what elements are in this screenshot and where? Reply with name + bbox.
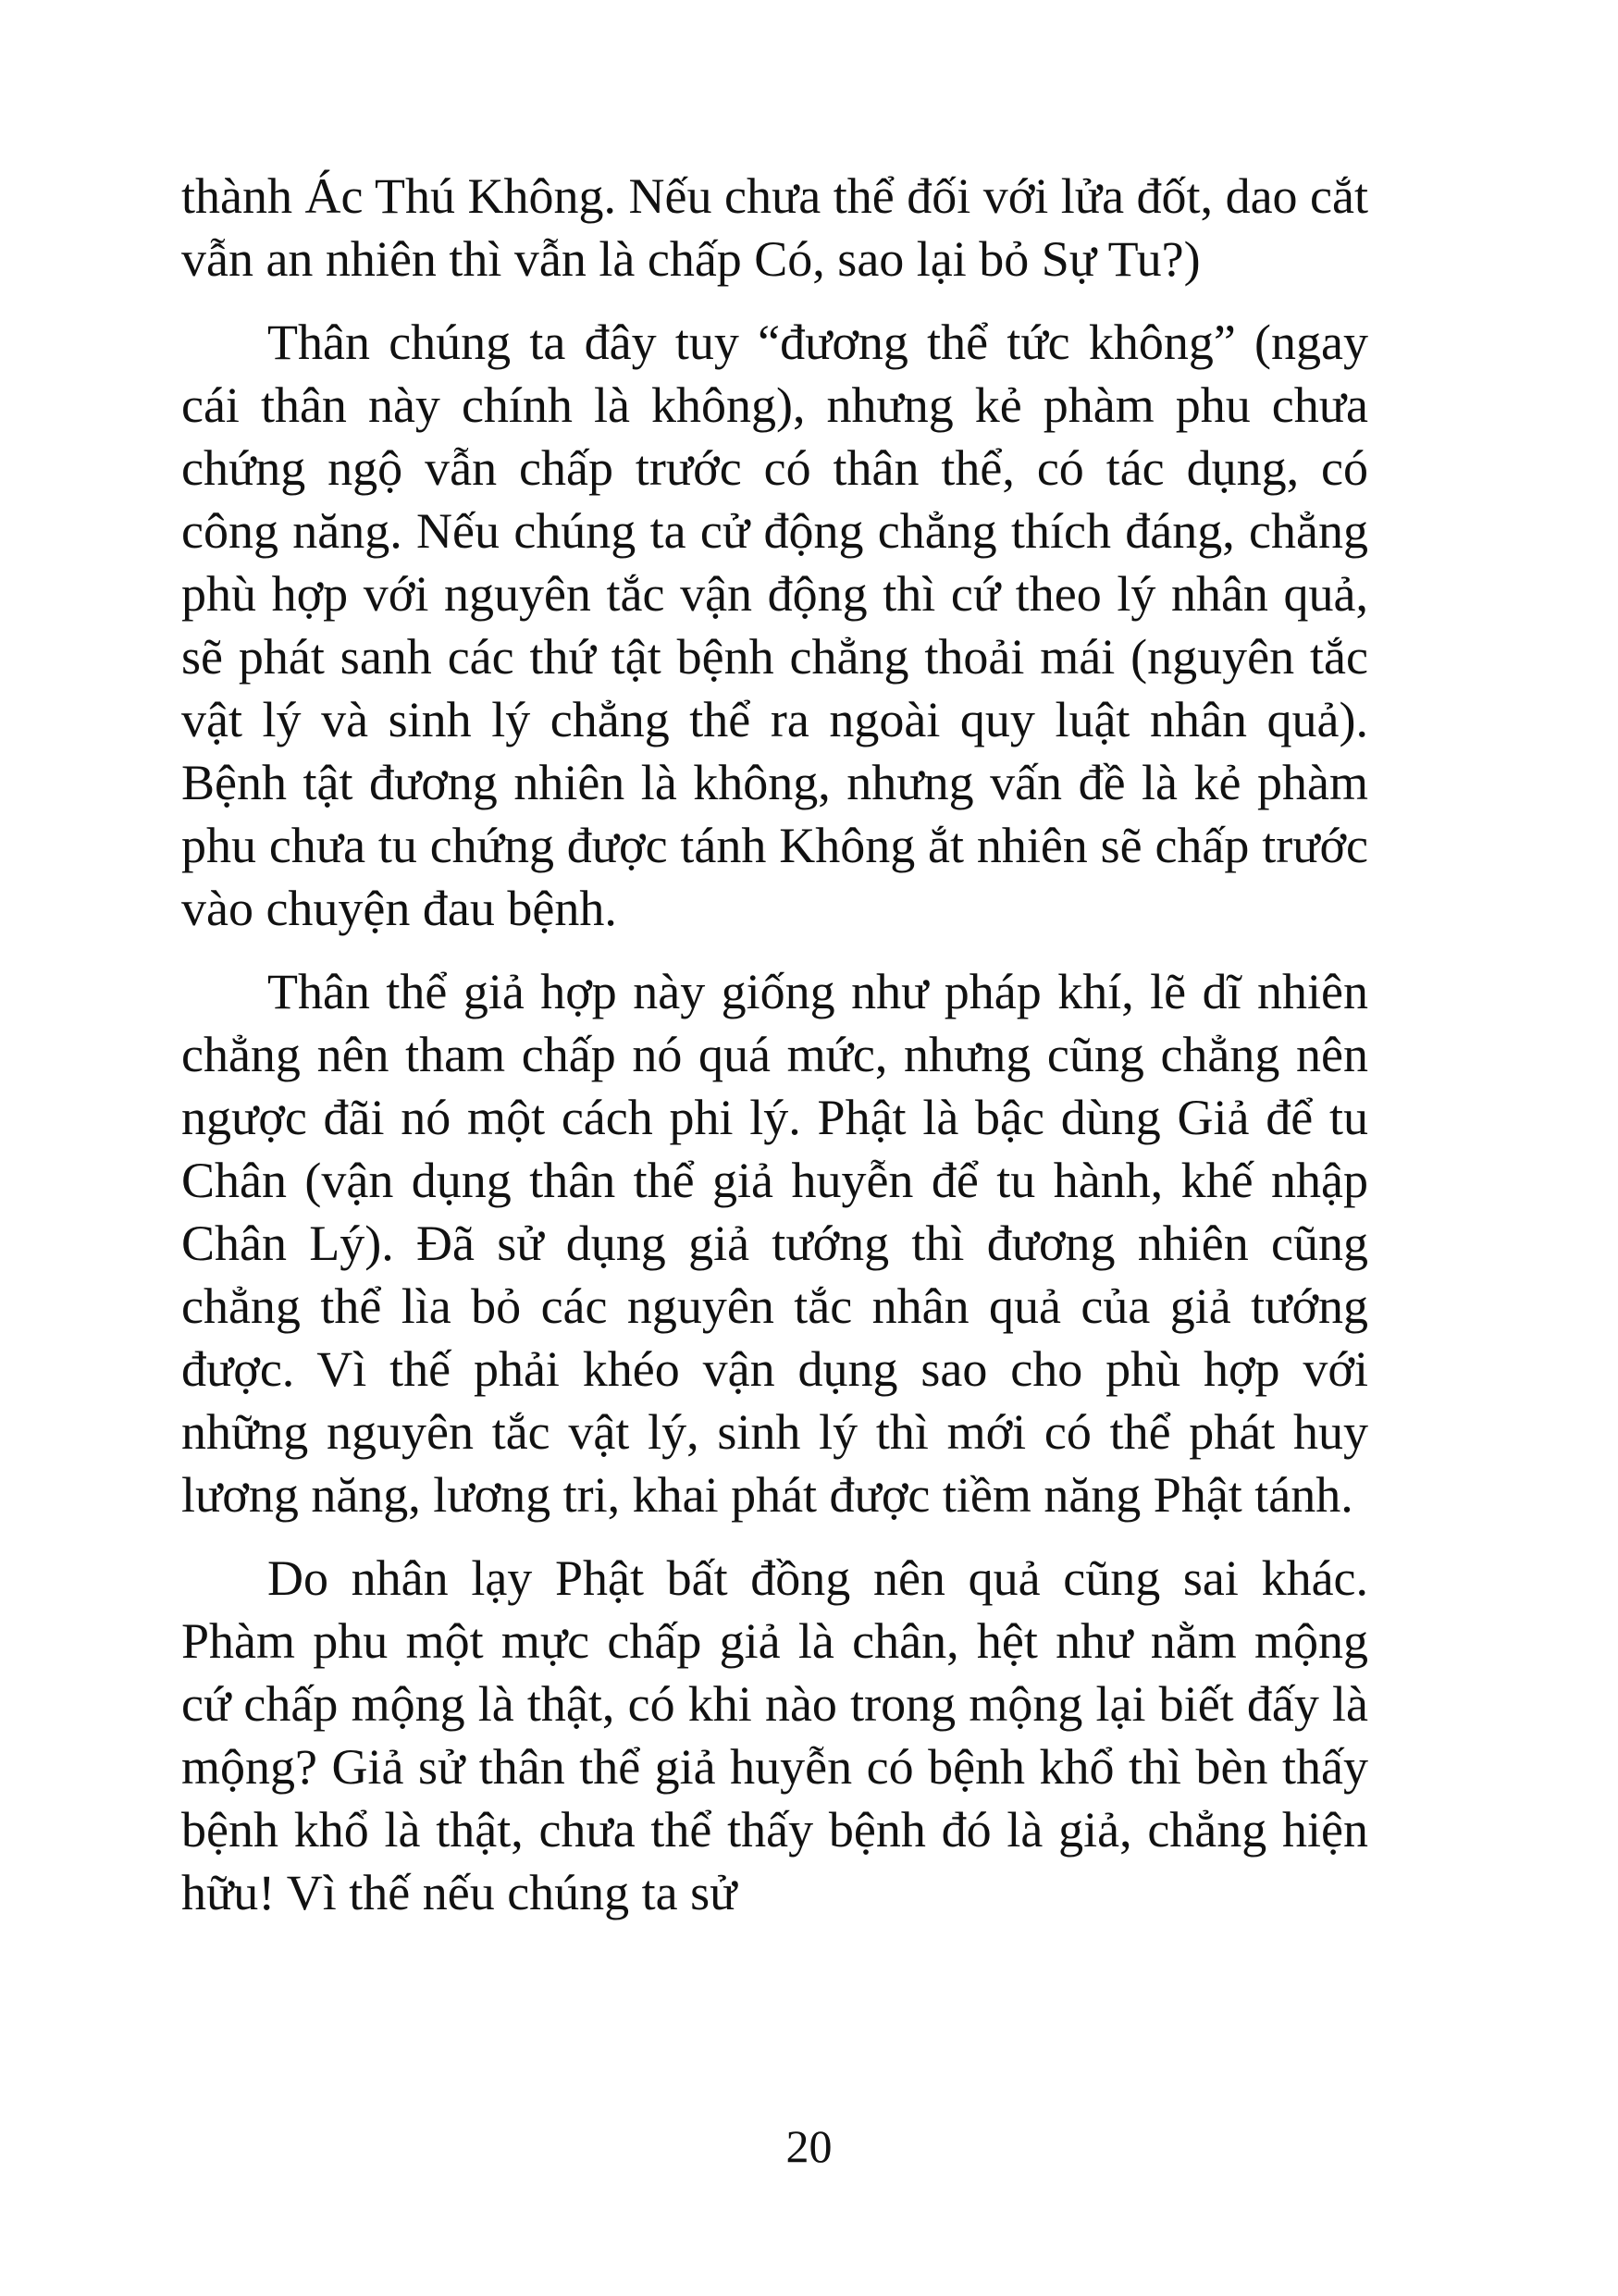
paragraph: Thân thể giả hợp này giống như pháp khí, lẽ dĩ nhiên chẳng nên tham chấp nó quá mức, nhưng cũng chẳng nên ngược đãi nó một cách phi lý. Phật là bậc dùng Giả để tu Chân (vận dụng thân thể giả huyễn để tu hành, khế nhập Chân Lý). Đã sử dụng giả tướng thì đương nhiên cũng chẳng thể lìa bỏ các nguyên tắc nhân quả của giả tướng được. Vì thế phải khéo vận dụng sao cho phù hợp với những nguyên tắc vật lý, sinh lý thì mới có thể phát huy lương năng, lương tri, khai phát được tiềm năng Phật tánh. bbox=[181, 964, 1368, 1523]
body-text bbox=[181, 165, 1368, 1924]
paragraph-continuation: thành Ác Thú Không. Nếu chưa thể đối với lửa đốt, dao cắt vẫn an nhiên thì vẫn là chấp Có, sao lại bỏ Sự Tu?) bbox=[181, 168, 1368, 287]
paragraph: Thân chúng ta đây tuy “đương thể tức không” (ngay cái thân này chính là không), nhưng kẻ phàm phu chưa chứng ngộ vẫn chấp trước có thân thể, có tác dụng, có công năng. Nếu chúng ta cử động chẳng thích đáng, chẳng phù hợp với nguyên tắc vận động thì cứ theo lý nhân quả, sẽ phát sanh các thứ tật bệnh chẳng thoải mái (nguyên tắc vật lý và sinh lý chẳng thể ra ngoài quy luật nhân quả). Bệnh tật đương nhiên là không, nhưng vấn đề là kẻ phàm phu chưa tu chứng được tánh Không ắt nhiên sẽ chấp trước vào chuyện đau bệnh. bbox=[181, 315, 1368, 936]
paragraph: Do nhân lạy Phật bất đồng nên quả cũng sai khác. Phàm phu một mực chấp giả là chân, hệt như nằm mộng cứ chấp mộng là thật, có khi nào trong mộng lại biết đấy là mộng? Giả sử thân thể giả huyễn có bệnh khổ thì bèn thấy bệnh khổ là thật, chưa thể thấy bệnh đó là giả, chẳng hiện hữu! Vì thế nếu chúng ta sử bbox=[181, 1550, 1368, 1920]
page-number: 20 bbox=[785, 2120, 833, 2172]
